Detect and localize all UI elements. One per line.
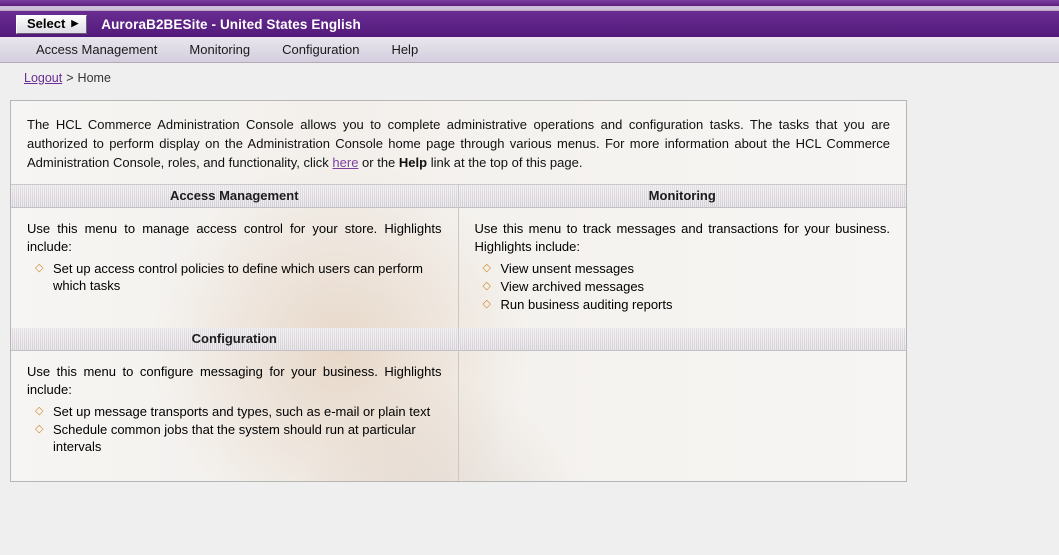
diamond-bullet-icon: ◇	[35, 262, 44, 274]
sections-grid	[11, 184, 906, 481]
list-item-label: Set up message transports and types, such as e-mail or plain text	[53, 404, 431, 419]
diamond-bullet-icon: ◇	[482, 280, 491, 292]
section-body-empty	[459, 351, 907, 481]
site-title: AuroraB2BESite - United States English	[101, 16, 361, 32]
select-button[interactable]	[16, 15, 87, 34]
list-item	[27, 403, 442, 420]
menu-item-monitoring[interactable]: Monitoring	[189, 42, 251, 57]
diamond-bullet-icon: ◇	[482, 298, 491, 310]
main-menu-bar	[0, 37, 1059, 63]
breadcrumb-current: Home	[77, 71, 111, 85]
section-list-access-management	[27, 260, 442, 294]
list-item-label: View unsent messages	[500, 261, 634, 276]
list-item-label: Set up access control policies to define which users can perform which tasks	[53, 261, 423, 293]
title-bar	[0, 11, 1059, 37]
section-monitoring	[459, 185, 907, 328]
breadcrumb-separator: >	[66, 71, 74, 85]
breadcrumb	[0, 63, 1059, 91]
section-text-monitoring: Use this menu to track messages and transactions for your business. Highlights include:	[474, 221, 890, 254]
list-item-label: View archived messages	[500, 279, 645, 294]
select-button-label: Select	[27, 16, 66, 31]
here-link[interactable]: here	[332, 155, 359, 170]
diamond-bullet-icon: ◇	[35, 405, 44, 417]
list-item	[27, 260, 442, 294]
list-item-label: Run business auditing reports	[500, 297, 673, 312]
home-content-panel	[10, 100, 907, 482]
section-header-empty	[459, 328, 907, 351]
diamond-bullet-icon: ◇	[482, 262, 491, 274]
section-access-management	[11, 185, 459, 328]
intro-text-part3: link at the top of this page.	[427, 155, 583, 170]
section-header-access-management: Access Management	[11, 185, 458, 208]
section-text-access-management: Use this menu to manage access control for your store. Highlights include:	[27, 221, 442, 254]
intro-help-bold: Help	[398, 155, 428, 170]
menu-item-help[interactable]: Help	[391, 42, 419, 57]
section-header-configuration: Configuration	[11, 328, 458, 351]
section-text-configuration: Use this menu to configure messaging for your business. Highlights include:	[27, 364, 442, 397]
section-list-monitoring	[475, 260, 891, 313]
section-configuration	[11, 328, 459, 481]
intro-text-part1: The HCL Commerce Administration Console allows you to complete administrative operations and configuration tasks. The tasks that you are authorized to perform display on the Administration Console home page through various menus. For more information about the HCL Commerce Administration Console, roles, and functionality, click	[27, 117, 890, 170]
list-item-label: Schedule common jobs that the system should run at particular intervals	[53, 422, 416, 454]
chevron-right-icon: ▶	[71, 18, 79, 28]
section-list-configuration	[27, 403, 442, 455]
menu-item-configuration[interactable]: Configuration	[282, 42, 360, 57]
menu-item-access-management[interactable]: Access Management	[36, 42, 158, 57]
intro-text-part2: or the	[358, 155, 399, 170]
section-empty	[459, 328, 907, 481]
section-body-configuration	[11, 351, 458, 481]
intro-paragraph	[11, 101, 906, 184]
list-item	[475, 260, 891, 277]
section-body-monitoring	[459, 208, 907, 328]
list-item	[475, 278, 891, 295]
section-body-access-management	[11, 208, 458, 318]
list-item	[27, 421, 442, 455]
section-header-monitoring: Monitoring	[459, 185, 907, 208]
logout-link[interactable]: Logout	[24, 71, 63, 85]
list-item	[475, 296, 891, 313]
diamond-bullet-icon: ◇	[35, 423, 44, 435]
